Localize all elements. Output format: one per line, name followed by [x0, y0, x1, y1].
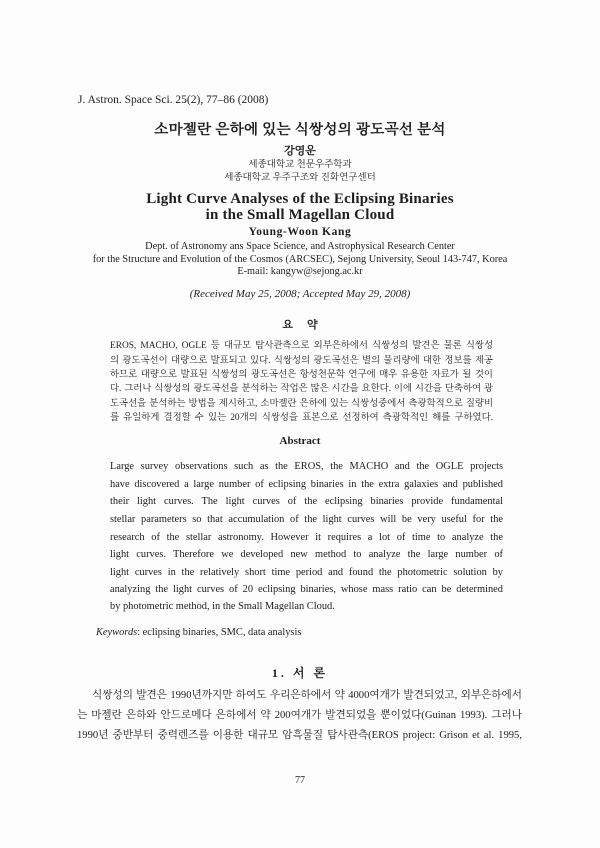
abstract-line: analyzing the light curves of 20 eclipsing binaries, whose mass ratio can be determined [110, 584, 503, 595]
keywords-label: Keywords [96, 627, 138, 638]
page-number: 77 [295, 775, 305, 786]
affiliation-korean-2: 세종대학교 우주구조와 진화연구센터 [224, 173, 376, 183]
body-text-line: 식쌍성의 발견은 1990년까지만 하여도 우리은하에서 약 4000여개가 발견되었고, 외부은하에서 [92, 690, 522, 701]
keywords [96, 627, 516, 639]
section-heading: 1. 서 론 [271, 666, 329, 680]
abstract-line: have discovered a large number of eclipsing binaries in the extra galaxies and published [110, 479, 503, 490]
korean-abstract-line: EROS, MACHO, OGLE 등 대규모 탐사관측으로 외부은하에서 식쌍성의 발견은 물론 식쌍성 [110, 341, 493, 351]
korean-abstract-line: 를 유일하게 결정할 수 있는 20개의 식쌍성을 표본으로 선정하여 측광학적인 해를 구하였다. [110, 413, 493, 423]
korean-abstract-line: 하므로 대량으로 발표된 식쌍성의 광도곡선은 항성천문학 연구에 매우 유용한 자료가 될 것이 [110, 370, 493, 380]
title-english-line-2: in the Small Magellan Cloud [205, 207, 395, 223]
body-text-line: 는 마젤란 은하와 안드로메다 은하에서 약 200여개가 발견되었을 뿐이었다(Guinan 1993). 그러나 [77, 710, 522, 721]
abstract-line: Large survey observations such as the EROS, the MACHO and the OGLE projects [110, 461, 503, 472]
affiliation-english-1: Dept. of Astronomy ans Space Science, and Astrophysical Research Center [145, 241, 455, 252]
korean-abstract-line: 도곡선을 분석하는 방법을 제시하고, 소마젤란 은하에 있는 식쌍성중에서 측광학적으로 질량비 [110, 399, 493, 409]
korean-abstract-heading: 요약 [282, 319, 332, 331]
author-english: Young-Woon Kang [248, 226, 352, 238]
abstract-line: stellar parameters so that accumulation of the light curves will be very useful for the [110, 514, 503, 525]
title-korean: 소마젤란 은하에 있는 식쌍성의 광도곡선 분석 [154, 122, 446, 138]
abstract-line: light curves. Therefore we developed new method to analyze the large number of [110, 549, 503, 560]
abstract-line: their light curves. The light curves of the eclipsing binaries provide fundamental [110, 496, 503, 507]
abstract-line: by photometric method, in the Small Magellan Cloud. [110, 601, 335, 612]
body-text-line: 1990년 중반부터 중력렌즈를 이용한 대규모 암흑물질 탐사관측(EROS project: Grison et al. 1995, [77, 730, 522, 741]
affiliation-korean-1: 세종대학교 천문우주학과 [248, 160, 352, 170]
korean-abstract-line: 의 광도곡선이 대량으로 발표되고 있다. 식쌍성의 광도곡선은 별의 물리량에 대한 정보를 제공 [110, 356, 493, 366]
author-email: E-mail: kangyw@sejong.ac.kr [237, 266, 363, 277]
title-english-line-1: Light Curve Analyses of the Eclipsing Binaries [146, 191, 454, 207]
journal-citation: J. Astron. Space Sci. 25(2), 77–86 (2008) [78, 94, 269, 106]
korean-abstract-line: 다. 그러나 식쌍성의 광도곡선을 분석하는 작업은 많은 시간을 요한다. 이에 시간을 단축하여 광 [110, 384, 493, 394]
author-korean: 강영운 [284, 145, 316, 157]
affiliation-english-2: for the Structure and Evolution of the Cosmos (ARCSEC), Sejong University, Seoul 143-747, Korea [92, 254, 508, 265]
abstract-line: research of the stellar astronomy. However it requires a lot of time to analyze the [110, 532, 503, 543]
keywords-text: : eclipsing binaries, SMC, data analysis [137, 627, 302, 638]
received-dates: (Received May 25, 2008; Accepted May 29, 2008) [189, 288, 411, 300]
abstract-line: light curves in the relatively short time period and found the photometric solution by [110, 567, 503, 578]
abstract-heading: Abstract [279, 435, 321, 447]
